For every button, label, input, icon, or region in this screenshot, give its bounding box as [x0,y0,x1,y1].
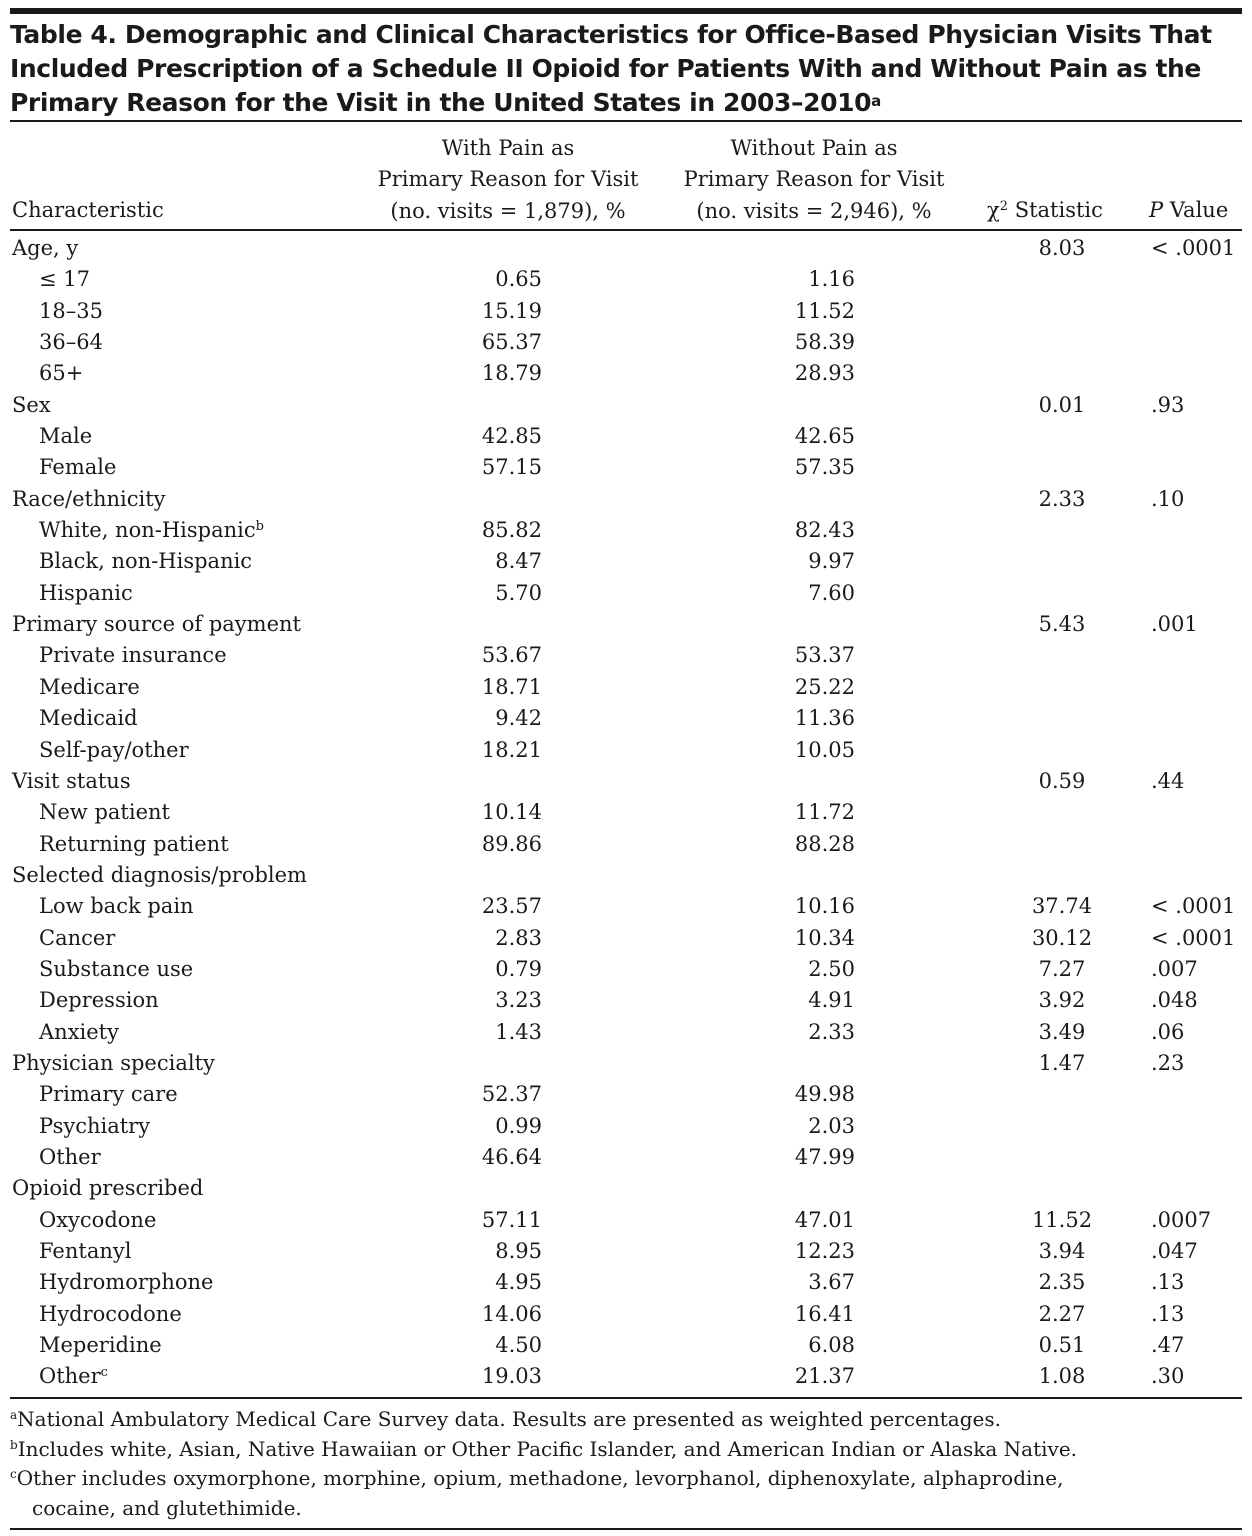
row-label-text: Medicaid [39,706,138,731]
row-label-text: Hydrocodone [39,1301,182,1326]
footnote-text: cocaine, and glutethimide. [32,1495,302,1520]
cell-chi-statistic: 1.47 [1038,1050,1086,1075]
table-row [10,1142,1242,1173]
cell-chi-statistic: 3.92 [1038,988,1086,1013]
cell-chi-statistic: 30.12 [1031,925,1093,950]
cell-p-value: .13 [1151,1270,1185,1295]
cell-p-value: .30 [1151,1364,1185,1389]
row-label-text: Anxiety [39,1019,119,1044]
row-label-text: Hispanic [39,580,133,605]
row-label-text: Hydromorphone [39,1270,214,1295]
row-label [12,484,166,515]
cell-without-pain: 7.60 [808,580,855,605]
cell-with-pain: 52.37 [481,1082,542,1107]
cell-p-value: .23 [1151,1050,1185,1075]
row-label [39,1361,108,1392]
cell-without-pain: 2.50 [808,956,855,981]
table-row [10,703,1242,734]
footnote-line [10,1464,1242,1494]
row-label-text: Cancer [39,925,116,950]
cell-p-value: .0007 [1151,1207,1212,1232]
title-rule [10,120,1242,122]
row-label-text: Meperidine [39,1333,162,1358]
table-row [10,609,1242,640]
cell-without-pain: 82.43 [794,518,855,543]
row-label [39,985,159,1016]
cell-with-pain: 1.43 [495,1019,542,1044]
row-label-text: Self-pay/other [39,737,189,762]
cell-with-pain: 10.14 [481,800,542,825]
cell-with-pain: 46.64 [481,1144,542,1169]
row-label [12,1173,203,1204]
row-label [39,640,227,671]
table-row [10,1079,1242,1110]
footnote-line [10,1435,1242,1465]
row-label-text: Physician specialty [12,1050,215,1075]
cell-p-value: .047 [1151,1239,1198,1263]
cell-without-pain: 10.34 [794,925,855,950]
row-label [12,860,307,891]
cell-without-pain: 88.28 [794,831,855,856]
cell-chi-statistic: 0.01 [1038,392,1086,417]
row-label-text: Primary source of payment [12,612,301,637]
table-row [10,358,1242,389]
table-row [10,421,1242,452]
cell-with-pain: 15.19 [481,298,542,323]
row-label-text: Returning patient [39,831,229,856]
chi-label: Statistic [1008,198,1103,222]
cell-without-pain: 11.52 [794,298,855,323]
header-with-pain-line-1: With Pain as [441,136,575,160]
row-label-text: Female [39,455,117,480]
table-row [10,1173,1242,1204]
cell-chi-statistic: 2.27 [1038,1301,1086,1326]
row-label [39,891,194,922]
table-row [10,1205,1242,1236]
cell-p-value: .007 [1151,956,1198,981]
cell-p-value: .10 [1151,486,1185,511]
row-label [39,1111,150,1142]
cell-p-value: .001 [1151,612,1198,637]
header-without-pain-line-2: Primary Reason for Visit [683,167,945,192]
table-row [10,1017,1242,1048]
header-characteristic: Characteristic [12,198,164,222]
row-label-text: 65+ [39,361,84,386]
row-label [39,703,138,734]
cell-without-pain: 3.67 [808,1270,855,1295]
cell-chi-statistic: 37.74 [1031,894,1093,919]
cell-without-pain: 25.22 [794,674,855,699]
footnotes [10,1405,1242,1523]
cell-without-pain: 11.36 [794,706,855,731]
row-label-text: Selected diagnosis/problem [12,862,307,887]
cell-p-value: .44 [1151,768,1185,793]
table-row [10,233,1242,264]
cell-p-value: < .0001 [1151,894,1236,919]
cell-p-value: < .0001 [1151,925,1236,950]
table-row [10,1299,1242,1330]
table-row [10,640,1242,671]
cell-with-pain: 19.03 [481,1364,542,1389]
cell-without-pain: 10.05 [794,737,855,762]
table-row [10,296,1242,327]
cell-with-pain: 8.95 [495,1239,542,1263]
header-p-value [1149,195,1228,226]
table-row [10,515,1242,546]
row-label-text: White, non-Hispanic [39,518,256,543]
cell-p-value: < .0001 [1151,236,1236,260]
header-without-pain-line-1: Without Pain as [730,136,898,160]
table-row [10,1267,1242,1298]
footnote-mark: b [10,1437,18,1452]
cell-with-pain: 85.82 [481,518,542,543]
table-row [10,264,1242,295]
row-label [12,233,78,264]
cell-chi-statistic: 5.43 [1038,612,1086,637]
row-footnote-mark: c [100,1365,108,1381]
row-label [12,390,51,421]
cell-without-pain: 42.65 [794,424,855,449]
cell-p-value: .06 [1151,1019,1185,1044]
row-label-text: Sex [12,392,51,417]
footnote-line [10,1405,1242,1435]
cell-chi-statistic: 1.08 [1038,1364,1086,1389]
cell-with-pain: 57.15 [481,455,542,480]
table-row [10,452,1242,483]
table-row [10,1111,1242,1142]
footnote-mark: a [10,1408,18,1422]
table-row [10,1330,1242,1361]
table-row [10,954,1242,985]
row-label [39,358,83,389]
table-row [10,390,1242,421]
table-row [10,672,1242,703]
row-label-text: Age, y [12,236,79,260]
cell-chi-statistic: 3.49 [1038,1019,1086,1044]
header-chi-statistic [987,195,1103,226]
cell-with-pain: 23.57 [481,894,542,919]
cell-without-pain: 11.72 [794,800,855,825]
footnote-text: National Ambulatory Medical Care Survey data. Results are presented as weighted percentages. [17,1407,1001,1431]
top-rule [10,8,1242,14]
header-with-pain-line-3: (no. visits = 1,879), % [390,198,626,223]
cell-with-pain: 5.70 [495,580,542,605]
body-bottom-rule [10,1397,1242,1399]
row-label [39,1299,182,1330]
row-label-text: Male [39,424,93,449]
cell-with-pain: 14.06 [481,1301,542,1326]
table-row [10,1048,1242,1079]
row-label-text: New patient [39,800,170,825]
table-row [10,797,1242,828]
table-row [10,735,1242,766]
row-label [39,954,193,985]
cell-p-value: .93 [1151,392,1185,417]
table-row [10,1361,1242,1392]
cell-without-pain: 28.93 [794,361,855,386]
row-label [39,296,103,327]
row-label-text: Race/ethnicity [12,486,166,511]
table-row [10,578,1242,609]
cell-with-pain: 57.11 [481,1207,542,1232]
cell-with-pain: 53.67 [481,643,542,668]
cell-with-pain: 3.23 [495,988,542,1013]
header-with-pain-line-2: Primary Reason for Visit [377,167,639,192]
row-label-text: 36–64 [39,330,103,355]
table-row [10,923,1242,954]
row-label [39,515,264,546]
row-label [39,735,189,766]
row-label [12,766,131,797]
table-row [10,860,1242,891]
cell-without-pain: 6.08 [808,1333,855,1358]
cell-without-pain: 2.33 [808,1019,855,1044]
row-label-text: Medicare [39,674,140,699]
cell-with-pain: 18.21 [481,737,542,762]
cell-with-pain: 4.95 [495,1270,542,1295]
row-label [39,452,116,483]
cell-chi-statistic: 2.33 [1038,486,1086,511]
cell-with-pain: 2.83 [495,925,542,950]
row-label-text: Depression [39,988,159,1013]
row-label-text: Fentanyl [39,1239,132,1263]
row-label [39,797,170,828]
table-row [10,766,1242,797]
row-label-text: 18–35 [39,298,103,323]
bottom-rule [10,1528,1242,1530]
footnote-mark: c [10,1467,17,1481]
table-row [10,829,1242,860]
table-title [10,18,1242,120]
chi-superscript: 2 [999,199,1009,214]
cell-chi-statistic: 8.03 [1038,236,1086,260]
title-footnote-mark: a [871,92,881,110]
row-label [39,264,90,295]
row-label [39,1330,162,1361]
row-label-text: Oxycodone [39,1207,157,1232]
table-row [10,985,1242,1016]
cell-without-pain: 53.37 [794,643,855,668]
row-label-text: Other [39,1364,101,1389]
p-label: Value [1163,198,1229,222]
table-title-text: Table 4. Demographic and Clinical Characteristics for Office-Based Physician Visits That Included Prescription of a Schedule II Opioid for Patients With and Without Pain as the Primary Reason for the Visit in the United States in 2003–2010 [10,20,1212,117]
row-footnote-mark: b [255,519,264,535]
cell-with-pain: 0.65 [495,267,542,292]
cell-chi-statistic: 2.35 [1038,1270,1086,1295]
header-with-pain [366,133,650,227]
row-label [39,829,229,860]
row-label [39,421,92,452]
cell-chi-statistic: 7.27 [1038,956,1086,981]
cell-with-pain: 8.47 [495,549,542,574]
cell-with-pain: 89.86 [481,831,542,856]
row-label-text: Primary care [39,1082,178,1107]
row-label-text: Psychiatry [39,1113,151,1138]
chi-symbol: χ [987,198,1000,222]
cell-without-pain: 47.01 [794,1207,855,1232]
cell-chi-statistic: 3.94 [1038,1239,1086,1263]
row-label [39,1142,101,1173]
cell-without-pain: 1.16 [808,267,855,292]
header-without-pain [672,133,956,227]
table-body [10,233,1242,1393]
cell-chi-statistic: 11.52 [1031,1207,1093,1232]
cell-without-pain: 10.16 [794,894,855,919]
row-label [39,1236,131,1267]
cell-with-pain: 18.71 [481,674,542,699]
row-label-text: Opioid prescribed [12,1176,204,1201]
row-label-text: Other [39,1144,101,1169]
row-label [39,546,252,577]
table-row [10,1236,1242,1267]
header-rule [10,229,1242,231]
row-label [39,923,115,954]
row-label-text: Private insurance [39,643,227,668]
row-label-text: Low back pain [39,894,194,919]
cell-without-pain: 49.98 [794,1082,855,1107]
cell-with-pain: 4.50 [495,1333,542,1358]
row-label [39,1205,156,1236]
cell-chi-statistic: 0.59 [1038,768,1086,793]
cell-with-pain: 42.85 [481,424,542,449]
footnote-line [10,1494,1242,1524]
row-label-text: Visit status [12,768,131,793]
cell-without-pain: 57.35 [794,455,855,480]
cell-with-pain: 18.79 [481,361,542,386]
row-label [39,327,103,358]
row-label [39,1079,178,1110]
header-without-pain-line-3: (no. visits = 2,946), % [696,198,932,223]
cell-with-pain: 9.42 [495,706,542,731]
row-label [39,578,133,609]
cell-chi-statistic: 0.51 [1038,1333,1086,1358]
cell-without-pain: 21.37 [794,1364,855,1389]
cell-without-pain: 9.97 [808,549,855,574]
table-row [10,327,1242,358]
cell-without-pain: 4.91 [808,988,855,1013]
table-row [10,484,1242,515]
table-row [10,891,1242,922]
cell-p-value: .13 [1151,1301,1185,1326]
cell-with-pain: 0.99 [495,1113,542,1138]
cell-p-value: .048 [1151,988,1198,1013]
table-row [10,546,1242,577]
cell-without-pain: 16.41 [794,1301,855,1326]
cell-with-pain: 65.37 [481,330,542,355]
row-label [39,1267,213,1298]
row-label [12,1048,215,1079]
cell-without-pain: 2.03 [808,1113,855,1138]
cell-p-value: .47 [1151,1333,1185,1358]
cell-with-pain: 0.79 [495,956,542,981]
row-label-text: Substance use [39,956,194,981]
footnote-text: Other includes oxymorphone, morphine, opium, methadone, levorphanol, diphenoxylate, alphaprodine, [16,1466,1064,1490]
row-label [12,609,301,640]
cell-without-pain: 47.99 [794,1144,855,1169]
row-label-text: ≤ 17 [39,267,90,292]
cell-without-pain: 58.39 [794,330,855,355]
row-label-text: Black, non-Hispanic [39,549,253,574]
p-italic: P [1149,198,1164,222]
footnote-text: Includes white, Asian, Native Hawaiian or Other Pacific Islander, and American Indian or Alaska Native. [17,1436,1078,1461]
row-label [39,672,140,703]
cell-without-pain: 12.23 [794,1239,855,1263]
row-label [39,1017,119,1048]
